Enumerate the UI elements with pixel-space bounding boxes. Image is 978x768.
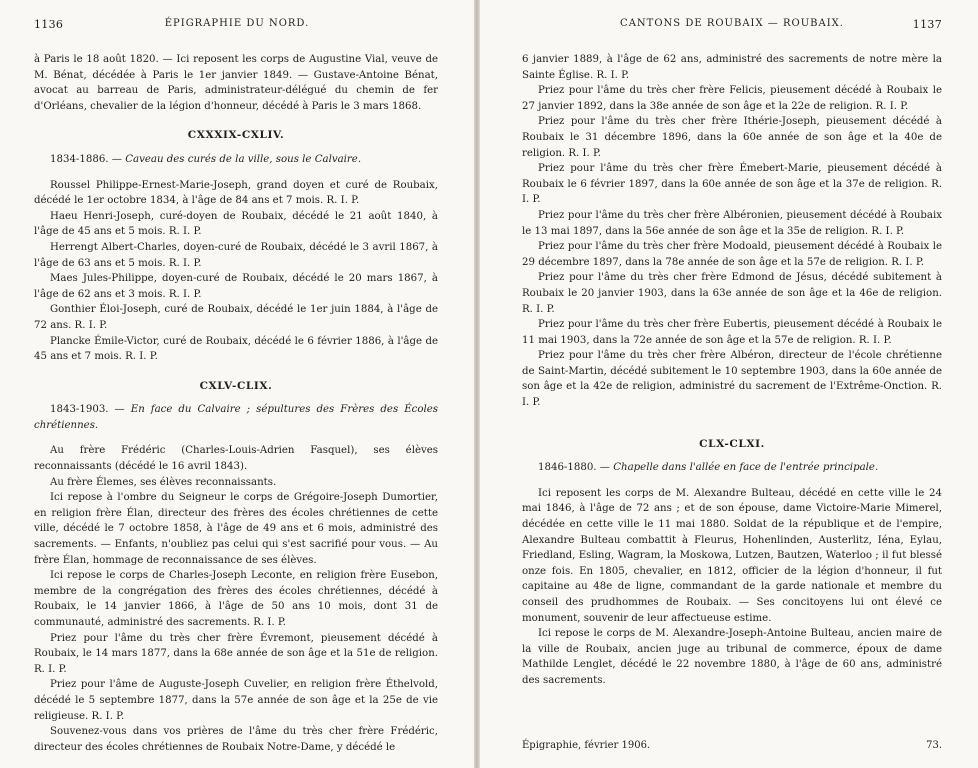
left-running-title: ÉPIGRAPHIE DU NORD.: [164, 18, 310, 29]
entry-paragraph: Plancke Émile-Victor, curé de Roubaix, décédé le 6 février 1886, à l'âge de 45 ans et 7 mois. R. I. P.: [34, 335, 438, 363]
left-page: [0, 0, 474, 768]
footer-signature: Épigraphie, février 1906.: [522, 740, 651, 751]
entry-paragraph: Roussel Philippe-Ernest-Marie-Joseph, grand doyen et curé de Roubaix, décédé le 1er octobre 1834, à l'âge de 84 ans et 7 mois. R. I. P.: [34, 179, 438, 207]
entry-paragraph: Ici repose le corps de M. Alexandre-Joseph-Antoine Bulteau, ancien maire de la ville de Roubaix, ancien juge au tribunal de commerce, époux de dame Mathilde Lenglet, décédé le 22 novembre 1880, à l'âge de 60 ans, administré des sacrements.: [522, 628, 942, 686]
section-date: 1834-1886. —: [50, 153, 122, 165]
entry-paragraph: 6 janvier 1889, à l'âge de 62 ans, administré des sacrements de notre mère la Sainte Église. R. I. P.: [522, 54, 942, 81]
entry-paragraph: Priez pour l'âme du très cher frère Felicis, pieusement décédé à Roubaix le 27 janvier 1892, dans la 38e année de son âge et la 22e de religion. R. I. P.: [522, 85, 942, 112]
entry-paragraph: Priez pour l'âme de Auguste-Joseph Cuvelier, en religion frère Éthelvold, décédé le 5 septembre 1877, dans la 57e année de son âge et la 25e de vie religieuse. R. I. P.: [34, 679, 438, 722]
entry-paragraph: Ici reposent les corps de M. Alexandre Bulteau, décédé en cette ville le 24 mai 1846, à l'âge de 72 ans ; et de son épouse, dame Victoire-Marie Mimerel, décédée en cette ville le 11 mai 1880. Soldat de la république et de l'empire, Alexandre Bulteau combattit à Fleurus, Hohenlinden, Austerlitz, Iéna, Eylau, Friedland, Esling, Wagram, la Moskowa, Lutzen, Bautzen, Waterloo ; il fut blessé onze fois. En 1805, chevalier, en 1812, officier de la légion d'honneur, il fut capitaine au 48e de ligne, commandant de la garde nationale et membre du conseil des prudhommes de Roubaix. — Ses concitoyens lui ont élevé ce monument, souvenir de leur affectueuse estime.: [522, 487, 942, 624]
entry-paragraph: Gonthier Éloi-Joseph, curé de Roubaix, décédé le 1er juin 1884, à l'âge de 72 ans. R. I. P.: [34, 304, 438, 331]
entry-paragraph: Ici repose à l'ombre du Seigneur le corps de Grégoire-Joseph Dumortier, en religion frère Élan, directeur des frères des écoles chrétiennes de cette ville, décédé le 7 octobre 1858, à l'âge de 49 ans et 6 mois, administré des sacrements. — Enfants, n'oubliez pas celui qui s'est sacrifié pour vous. — Au frère Élan, hommage de reconnaissance de ses élèves.: [34, 492, 438, 566]
entry-paragraph: Au frère Frédéric (Charles-Louis-Adrien Fasquel), ses élèves reconnaissants (décédé le 16 avril 1843).: [34, 445, 438, 473]
entry-paragraph: Haeu Henri-Joseph, curé-doyen de Roubaix, décédé le 21 août 1840, à l'âge de 45 ans et 5 mois. R. I. P.: [34, 210, 438, 238]
entry-paragraph: Priez pour l'âme du très cher frère Albéronien, pieusement décédé à Roubaix le 13 mai 1897, dans la 56e année de son âge et la 35e de religion. R. I. P.: [522, 209, 942, 237]
entry-paragraph: Herrengt Albert-Charles, doyen-curé de Roubaix, décédé le 3 avril 1867, à l'âge de 63 ans et 5 mois. R. I. P.: [34, 241, 438, 269]
right-page-number: 1137: [912, 18, 942, 31]
entry-paragraph: Priez pour l'âme du très cher frère Modoald, pieusement décédé à Roubaix le 29 décembre 1897, dans la 78e année de son âge et la 57e de religion. R. I. P.: [522, 241, 942, 268]
entry-paragraph: Priez pour l'âme du très cher frère Edmond de Jésus, décédé subitement à Roubaix le 20 janvier 1903, dans la 63e année de son âge et la 46e de religion. R. I. P.: [522, 272, 942, 315]
entry-paragraph: Maes Jules-Philippe, doyen-curé de Roubaix, décédé le 20 mars 1867, à l'âge de 62 ans et 3 mois. R. I. P.: [34, 273, 438, 300]
entry-paragraph: Ici repose le corps de Charles-Joseph Leconte, en religion frère Eusebon, membre de la congrégation des frères des écoles chrétiennes, décédé à Roubaix, le 14 janvier 1866, à l'âge de 50 ans 10 mois, dont 31 de communauté, administré des sacrements. R. I. P.: [34, 570, 438, 628]
right-page: [480, 0, 978, 768]
entry-paragraph: Souvenez-vous dans vos prières de l'âme du très cher frère Frédéric, directeur des écoles chrétiennes de Roubaix Notre-Dame, y décédé le: [34, 726, 438, 753]
footer-sheet-number: 73.: [926, 740, 942, 751]
left-text-column: [34, 52, 438, 755]
section-place: En face du Calvaire ; sépultures des Frères des Écoles chrétiennes.: [34, 404, 438, 431]
left-page-number: 1136: [34, 18, 64, 31]
section-title-cxxxix: CXXXIX-CXLIV.: [187, 129, 285, 142]
entry-paragraph: Priez pour l'âme du très cher frère Émebert-Marie, pieusement décédé à Roubaix le 6 février 1897, dans la 60e année de son âge et la 37e de religion. R. I. P.: [522, 163, 942, 206]
entry-paragraph: Priez pour l'âme du très cher frère Albéron, directeur de l'école chrétienne de Saint-Martin, décédé subitement le 10 septembre 1903, dans la 60e année de son âge et la 42e de religion, administré du sacrement de l'Extrême-Onction. R. I. P.: [522, 350, 942, 409]
section-title-clx: CLX-CLXI.: [699, 437, 765, 450]
entry-paragraph: Priez pour l'âme du très cher frère Évremont, pieusement décédé à Roubaix, le 14 mars 1877, dans la 68e année de son âge et la 51e de religion. R. I. P.: [34, 632, 438, 675]
entry-paragraph: Priez pour l'âme du très cher frère Eubertis, pieusement décédé à Roubaix le 11 mai 1903, dans la 72e année de son âge et la 57e de religion. R. I. P.: [522, 319, 942, 346]
section-date: 1846-1880. —: [538, 462, 610, 474]
right-text-column: [522, 52, 942, 689]
section-place: Chapelle dans l'allée en face de l'entrée principale.: [613, 462, 879, 474]
section-place: Caveau des curés de la ville, sous le Calvaire.: [125, 153, 362, 165]
section-heading-cxlv: [34, 402, 438, 433]
entry-paragraph: Au frère Élemes, ses élèves reconnaissants.: [50, 476, 277, 488]
right-running-title: CANTONS DE ROUBAIX — ROUBAIX.: [620, 18, 844, 29]
section-title-cxlv: CXLV-CLIX.: [199, 379, 273, 392]
section-heading-cxxxix: [34, 152, 438, 168]
section-heading-clx: [522, 460, 942, 476]
section-date: 1843-1903. —: [50, 404, 125, 416]
left-intro-paragraph: à Paris le 18 août 1820. — Ici reposent les corps de Augustine Vial, veuve de M. Bénat, décédée à Paris le 1er janvier 1849. — Gustave-Antoine Bénat, avocat au barreau de Paris, administrateur-délégué du chemin de fer d'Orléans, chevalier de la légion d'honneur, décédé à Paris le 3 mars 1868.: [34, 54, 438, 112]
entry-paragraph: Priez pour l'âme du très cher frère Ithérie-Joseph, pieusement décédé à Roubaix le 31 décembre 1896, dans la 60e année de son âge et la 40e de religion. R. I. P.: [522, 116, 942, 159]
